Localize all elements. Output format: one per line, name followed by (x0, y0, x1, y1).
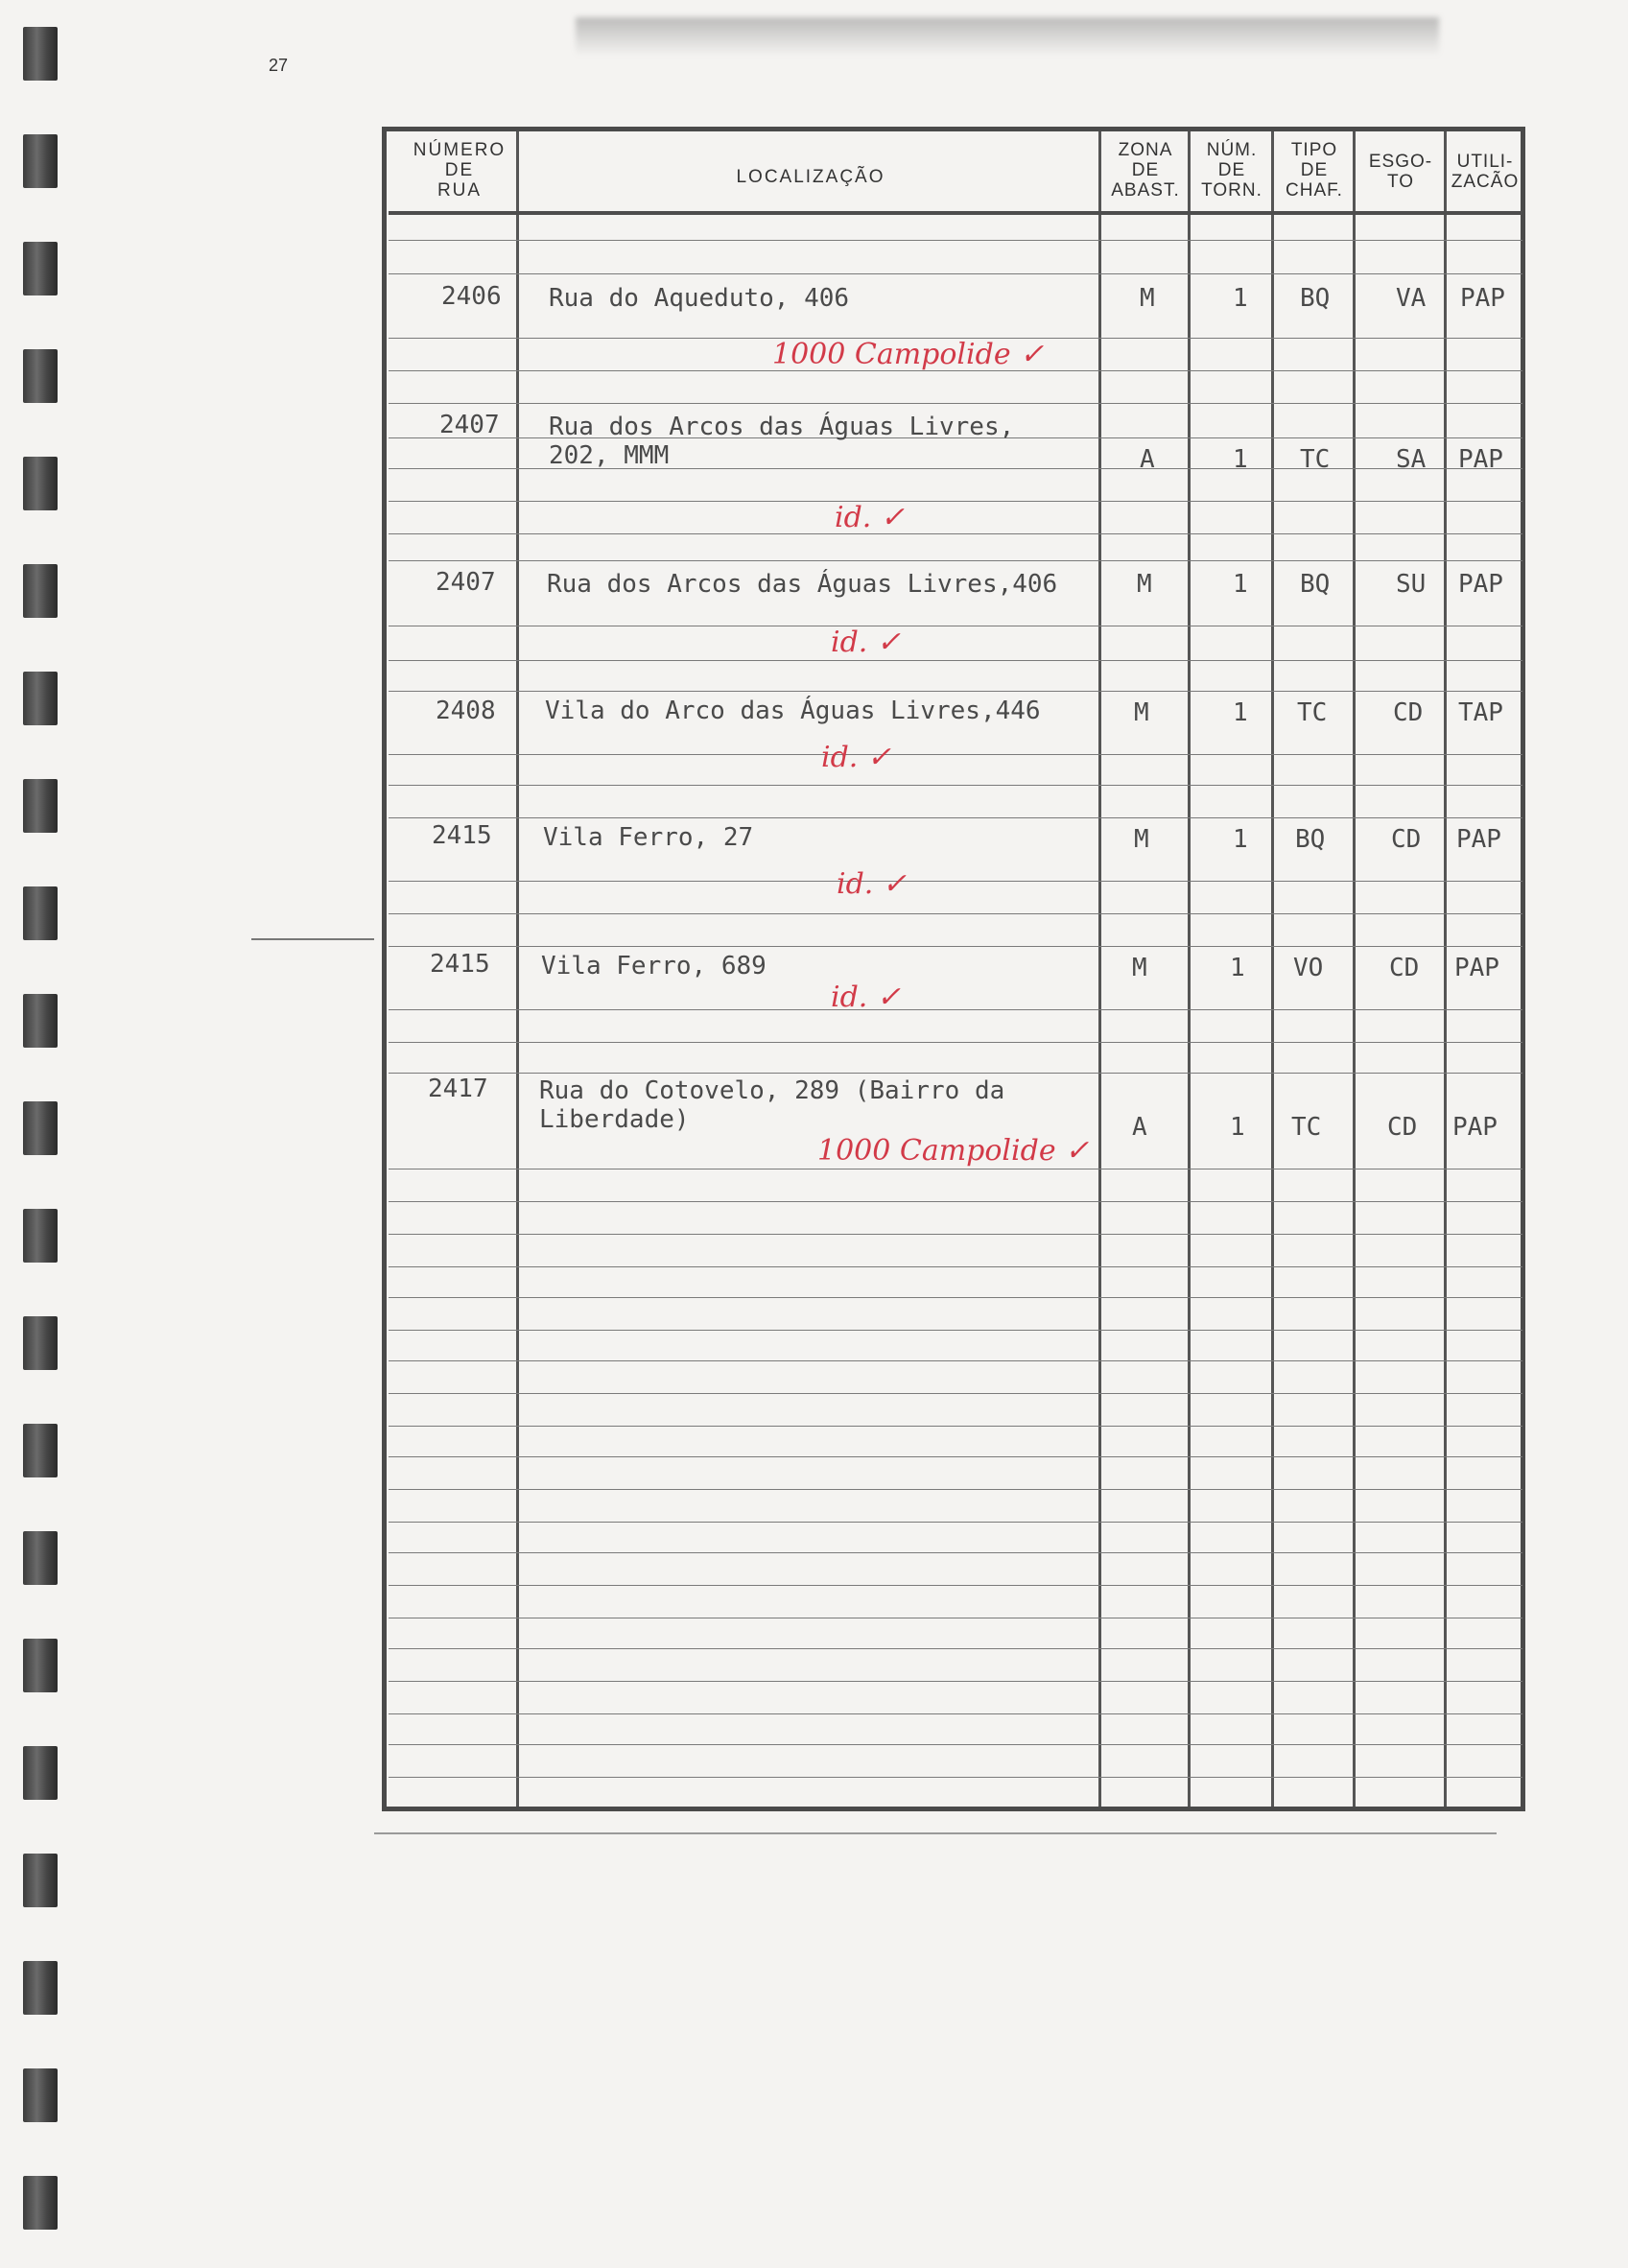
ruled-line (389, 1393, 1522, 1394)
row-3-torn: 1 (1233, 570, 1248, 599)
row-2-utilizacao: PAP (1458, 445, 1503, 474)
row-4-localizacao: Vila do Arco das Águas Livres,446 (545, 697, 1041, 725)
row-1-tipo: BQ (1300, 284, 1331, 313)
row-7-esgoto: CD (1387, 1113, 1418, 1142)
binding-hole (23, 1316, 58, 1370)
row-6-esgoto: CD (1389, 954, 1420, 982)
ruled-line (389, 240, 1522, 241)
binding-hole (23, 134, 58, 188)
row-5-numero: 2415 (432, 821, 492, 850)
row-6-utilizacao: PAP (1454, 954, 1499, 982)
binding-hole (23, 242, 58, 295)
row-4-torn: 1 (1233, 698, 1248, 727)
row-5-zona: M (1134, 825, 1149, 854)
column-divider (1444, 131, 1447, 1807)
row-2-localizacao: Rua dos Arcos das Águas Livres, 202, MMM (549, 413, 1015, 470)
row-1-esgoto: VA (1396, 284, 1427, 313)
binding-hole (23, 672, 58, 725)
ruled-line (389, 1330, 1522, 1331)
binding-hole (23, 1209, 58, 1263)
column-divider (1188, 131, 1191, 1807)
ruled-line (389, 817, 1522, 818)
ruled-line (389, 501, 1522, 502)
binding-hole (23, 1639, 58, 1692)
row-6-annotation: id. ✓ (831, 980, 902, 1014)
ruled-line (389, 913, 1522, 914)
row-4-numero: 2408 (436, 697, 496, 725)
ruled-line (389, 1489, 1522, 1490)
binding-hole (23, 1746, 58, 1800)
row-3-tipo: BQ (1300, 570, 1331, 599)
row-7-tipo: TC (1291, 1113, 1322, 1142)
ruled-line (389, 881, 1522, 882)
row-2-zona: A (1140, 445, 1155, 474)
binding-hole (23, 27, 58, 81)
row-7-annotation: 1000 Campolide ✓ (817, 1134, 1090, 1168)
row-5-utilizacao: PAP (1456, 825, 1501, 854)
row-7-torn: 1 (1230, 1113, 1245, 1142)
row-4-annotation: id. ✓ (821, 741, 892, 774)
row-7-zona: A (1132, 1113, 1147, 1142)
binding-hole (23, 1961, 58, 2015)
header-esgoto: ESGO- TO (1368, 152, 1433, 192)
row-6-zona: M (1132, 954, 1147, 982)
row-1-torn: 1 (1233, 284, 1248, 313)
page-number: 27 (269, 56, 289, 75)
ruled-line (389, 1648, 1522, 1649)
binding-hole (23, 779, 58, 833)
row-2-tipo: TC (1300, 445, 1331, 474)
ruled-line (389, 1681, 1522, 1682)
ruled-line (389, 1426, 1522, 1427)
row-4-zona: M (1134, 698, 1149, 727)
row-7-numero: 2417 (428, 1075, 488, 1103)
ruled-line (389, 1456, 1522, 1457)
row-6-torn: 1 (1230, 954, 1245, 982)
bottom-rule (374, 1832, 1497, 1834)
ruled-line (389, 403, 1522, 404)
row-7-localizacao: Rua do Cotovelo, 289 (Bairro da Liberdade) (539, 1076, 1005, 1134)
ruled-line (389, 1585, 1522, 1586)
ruled-line (389, 1266, 1522, 1267)
header-num-torn: NÚM. DE TORN. (1201, 140, 1262, 201)
ruled-line (389, 1777, 1522, 1778)
ruled-line (389, 946, 1522, 947)
row-5-torn: 1 (1233, 825, 1248, 854)
binding-hole (23, 349, 58, 403)
header-numero: NÚMERO DE RUA (413, 140, 507, 201)
binding-hole (23, 886, 58, 940)
header-tipo: TIPO DE CHAF. (1286, 140, 1343, 201)
row-7-utilizacao: PAP (1452, 1113, 1498, 1142)
ruled-line (389, 1009, 1522, 1010)
row-5-tipo: BQ (1295, 825, 1326, 854)
margin-dash (251, 938, 374, 940)
ruled-line (389, 1552, 1522, 1553)
ruled-line (389, 533, 1522, 534)
column-divider (1098, 131, 1101, 1807)
ruled-line (389, 1042, 1522, 1043)
row-3-numero: 2407 (436, 568, 496, 597)
row-4-tipo: TC (1297, 698, 1328, 727)
row-6-localizacao: Vila Ferro, 689 (541, 952, 767, 980)
column-divider (1353, 131, 1356, 1807)
row-1-localizacao: Rua do Aqueduto, 406 (549, 284, 850, 313)
row-4-esgoto: CD (1393, 698, 1424, 727)
header-zona: ZONA DE ABAST. (1111, 140, 1180, 201)
row-2-numero: 2407 (439, 411, 500, 439)
row-3-localizacao: Rua dos Arcos das Águas Livres,406 (547, 570, 1058, 599)
row-3-esgoto: SU (1396, 570, 1427, 599)
ruled-line (389, 1201, 1522, 1202)
row-6-numero: 2415 (430, 950, 490, 979)
ruled-line (389, 660, 1522, 661)
ruled-line (389, 785, 1522, 786)
row-1-utilizacao: PAP (1460, 284, 1505, 313)
ruled-line (389, 1073, 1522, 1074)
row-2-annotation: id. ✓ (835, 501, 906, 534)
row-3-utilizacao: PAP (1458, 570, 1503, 599)
header-rule (389, 211, 1522, 215)
ruled-line (389, 1522, 1522, 1523)
binding-hole (23, 2176, 58, 2230)
ruled-line (389, 754, 1522, 755)
row-4-utilizacao: TAP (1458, 698, 1503, 727)
ruled-line (389, 1713, 1522, 1714)
row-6-tipo: VO (1293, 954, 1324, 982)
ruled-line (389, 1297, 1522, 1298)
row-1-zona: M (1140, 284, 1155, 313)
column-divider (1271, 131, 1274, 1807)
header-utilizacao: UTILI- ZACÃO (1451, 152, 1520, 192)
scan-smudge (576, 17, 1439, 56)
ruled-line (389, 691, 1522, 692)
row-2-torn: 1 (1233, 445, 1248, 474)
binding-hole (23, 457, 58, 510)
row-1-numero: 2406 (441, 282, 502, 311)
row-1-annotation: 1000 Campolide ✓ (772, 338, 1045, 371)
ruled-line (389, 1234, 1522, 1235)
ruled-line (389, 560, 1522, 561)
binding-hole (23, 1854, 58, 1907)
ruled-line (389, 1360, 1522, 1361)
row-3-annotation: id. ✓ (831, 626, 902, 659)
binding-hole (23, 564, 58, 618)
row-3-zona: M (1137, 570, 1152, 599)
binding-hole (23, 994, 58, 1048)
column-divider (516, 131, 519, 1807)
header-localizacao: LOCALIZAÇÃO (736, 167, 885, 187)
row-5-annotation: id. ✓ (837, 867, 908, 901)
binding-hole (23, 2068, 58, 2122)
binding-hole (23, 1101, 58, 1155)
row-2-esgoto: SA (1396, 445, 1427, 474)
ruled-line (389, 273, 1522, 274)
binding-hole (23, 1424, 58, 1477)
row-5-esgoto: CD (1391, 825, 1422, 854)
row-5-localizacao: Vila Ferro, 27 (543, 823, 754, 852)
binding-hole (23, 1531, 58, 1585)
ruled-line (389, 1744, 1522, 1745)
